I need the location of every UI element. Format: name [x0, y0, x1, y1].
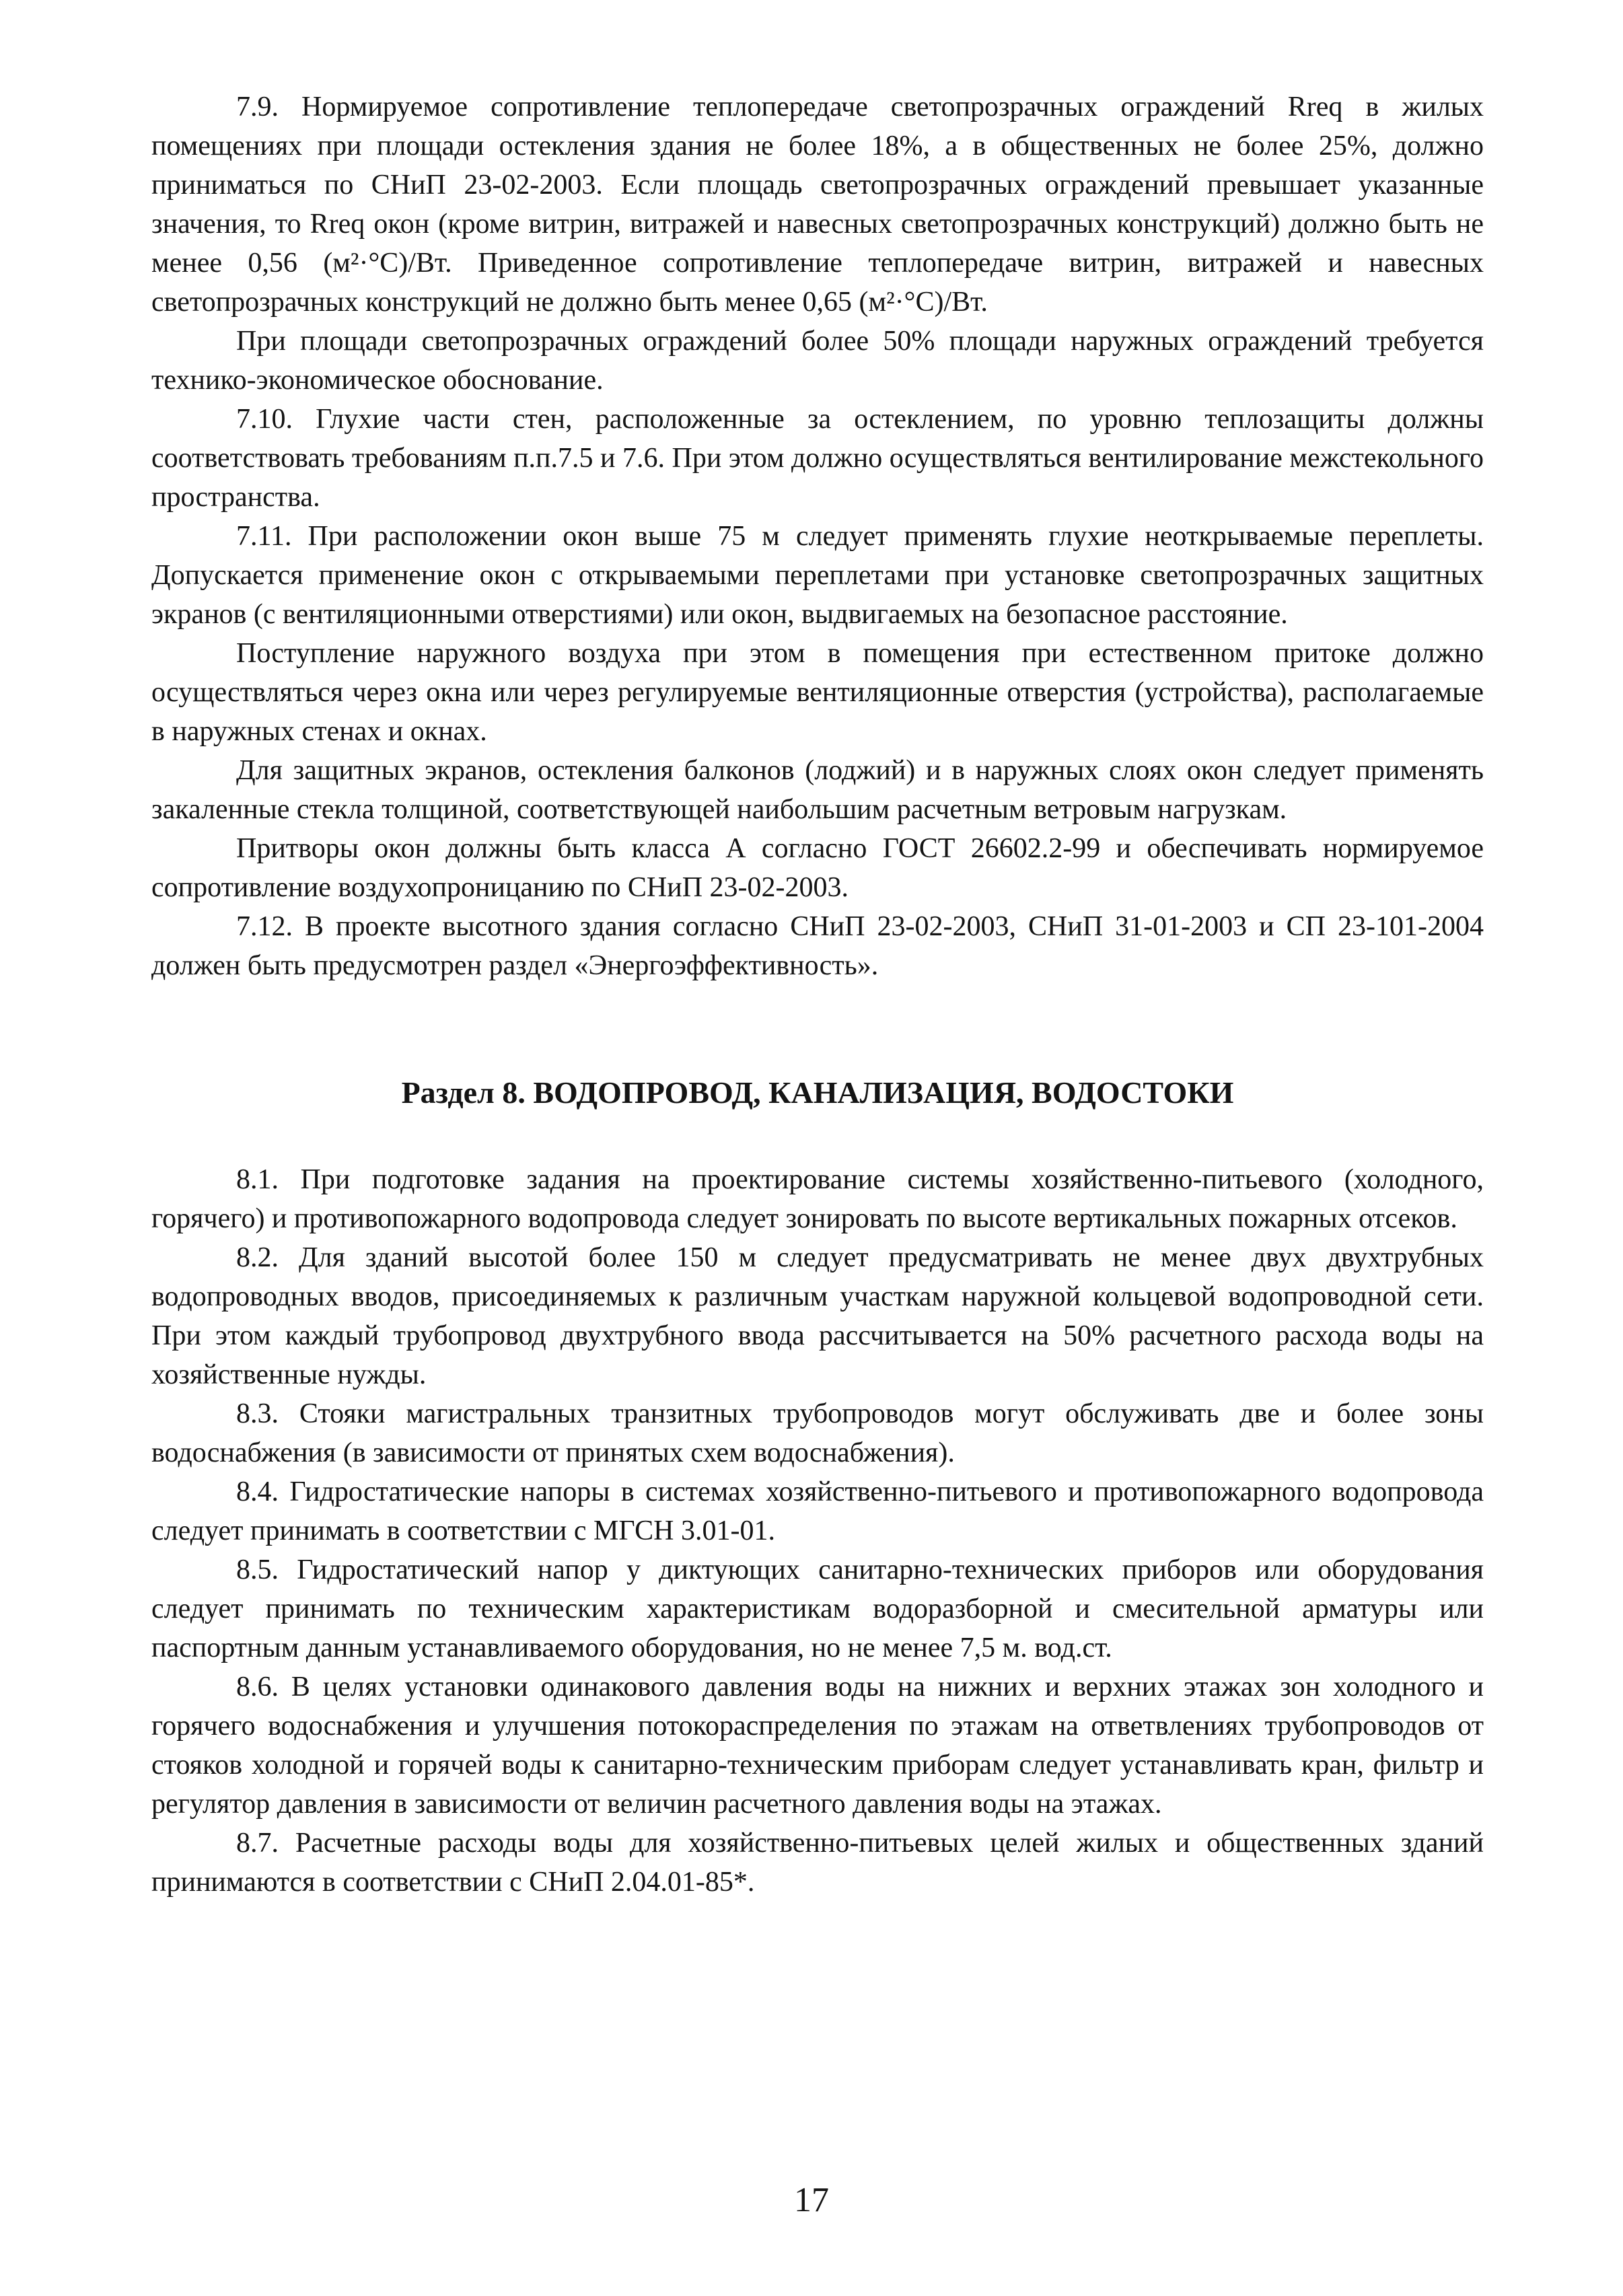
paragraph-8-7: 8.7. Расчетные расходы воды для хозяйственно-питьевых целей жилых и общественных зданий принимаются в соответствии с СНиП 2.04.01-85*.: [151, 1828, 1484, 1898]
paragraph-8-2: 8.2. Для зданий высотой более 150 м следует предусматривать не менее двух двухтрубных водопроводных вводов, присоединяемых к различным участкам наружной кольцевой водопроводной сети. При этом каждый трубопровод двухтрубного ввода рассчитывается на 50% расчетного расхода воды на хозяйственные нужды.: [151, 1242, 1484, 1390]
paragraph-7-11: 7.11. При расположении окон выше 75 м следует применять глухие неоткрываемые переплеты. Допускается применение окон с открываемыми переплетами при установке светопрозрачных защитных экранов (с вентиляционными отверстиями) или окон, выдвигаемых на безопасное расстояние.: [151, 521, 1484, 630]
paragraph-7-9: 7.9. Нормируемое сопротивление теплопередаче светопрозрачных ограждений Rreq в жилых помещениях при площади остекления здания не более 18%, а в общественных не более 25%, должно приниматься по СНиП 23-02-2003. Если площадь светопрозрачных ограждений превышает указанные значения, то Rreq окон (кроме витрин, витражей и навесных светопрозрачных конструкций) должно быть не менее 0,56 (м²·°С)/Вт. Приведенное сопротивление теплопередаче витрин, витражей и навесных светопрозрачных конструкций не должно быть менее 0,65 (м²·°С)/Вт.: [151, 92, 1484, 318]
page-number: 17: [794, 2181, 829, 2219]
paragraph-8-6: 8.6. В целях установки одинакового давления воды на нижних и верхних этажах зон холодного и горячего водоснабжения и улучшения потокораспределения по этажам на ответвлениях трубопроводов от стояков холодной и горячей воды к санитарно-техническим приборам следует устанавливать кран, фильтр и регулятор давления в зависимости от величин расчетного давления воды на этажах.: [151, 1672, 1484, 1820]
paragraph-7-11-protective-screens: Для защитных экранов, остекления балконов (лоджий) и в наружных слоях окон следует применять закаленные стекла толщиной, соответствующей наибольшим расчетным ветровым нагрузкам.: [151, 755, 1484, 825]
paragraph-8-1: 8.1. При подготовке задания на проектирование системы хозяйственно-питьевого (холодного, горячего) и противопожарного водопровода следует зонировать по высоте вертикальных пожарных отсеков.: [151, 1164, 1484, 1234]
paragraph-8-5: 8.5. Гидростатический напор у диктующих санитарно-технических приборов или оборудования следует принимать по техническим характеристикам водоразборной и смесительной арматуры или паспортным данным устанавливаемого оборудования, но не менее 7,5 м. вод.ст.: [151, 1554, 1484, 1663]
paragraph-7-12: 7.12. В проекте высотного здания согласно СНиП 23-02-2003, СНиП 31-01-2003 и СП 23-101-2004 должен быть предусмотрен раздел «Энергоэффективность».: [151, 911, 1484, 981]
paragraph-7-9-glazing-area: При площади светопрозрачных ограждений более 50% площади наружных ограждений требуется технико-экономическое обоснование.: [151, 326, 1484, 396]
paragraph-8-4: 8.4. Гидростатические напоры в системах хозяйственно-питьевого и противопожарного водопровода следует принимать в соответствии с МГСН 3.01-01.: [151, 1476, 1484, 1546]
paragraph-8-3: 8.3. Стояки магистральных транзитных трубопроводов могут обслуживать две и более зоны водоснабжения (в зависимости от принятых схем водоснабжения).: [151, 1398, 1484, 1468]
section-8-heading: Раздел 8. ВОДОПРОВОД, КАНАЛИЗАЦИЯ, ВОДОСТОКИ: [401, 1075, 1234, 1110]
paragraph-7-11-window-seals: Притворы окон должны быть класса А согласно ГОСТ 26602.2-99 и обеспечивать нормируемое сопротивление воздухопроницанию по СНиП 23-02-2003.: [151, 833, 1484, 903]
document-page: [151, 87, 1484, 1902]
paragraph-7-10: 7.10. Глухие части стен, расположенные за остеклением, по уровню теплозащиты должны соответствовать требованиям п.п.7.5 и 7.6. При этом должно осуществляться вентилирование межстекольного пространства.: [151, 404, 1484, 513]
paragraph-7-11-air-supply: Поступление наружного воздуха при этом в помещения при естественном притоке должно осуществляться через окна или через регулируемые вентиляционные отверстия (устройства), располагаемые в наружных стенах и окнах.: [151, 638, 1484, 747]
